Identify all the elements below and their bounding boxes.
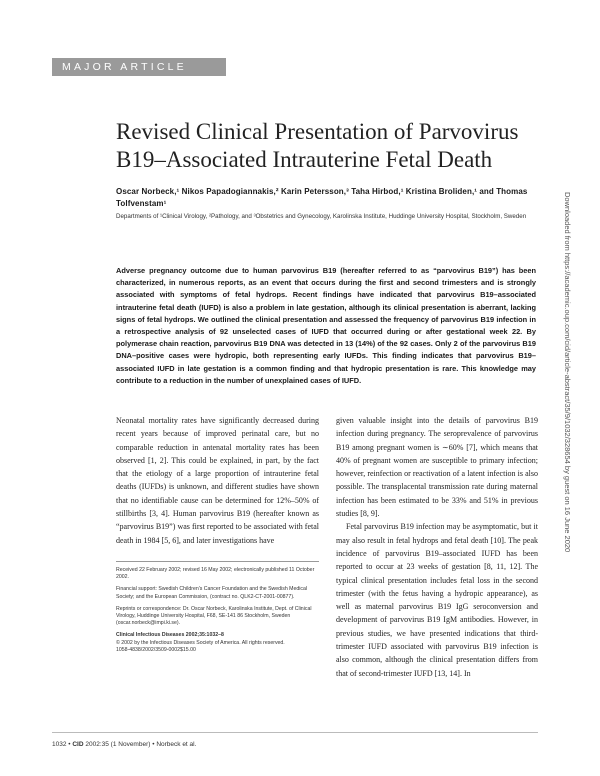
copyright-note: © 2002 by the Infectious Diseases Society of America. All rights reserved.: [116, 639, 285, 646]
intro-paragraph-1: Neonatal mortality rates have significantly decreased during recent years because of improved perinatal care, but no comparable reduction in antenatal mortality rates has been observed [1, 2]. This could be explained, in part, by the fact that the etiology of a large proportion of intrauterine fetal deaths (IUFDs) is unknown, and different studies have shown that no identifiable cause can be determined for 12%–50% of stillbirths [3, 4]. Human parvovirus B19 (hereafter known as “parvovirus B19”) was first reported to be associated with fetal death in 1984 [5, 6], and later investigations have: [116, 416, 319, 545]
journal-name: Clinical Infectious Diseases: [116, 632, 185, 639]
page-number: 1032: [52, 741, 67, 748]
body-column-right: [336, 414, 538, 680]
financial-support-note: Financial support: Swedish Children's Cancer Foundation and the Swedish Medical Society; and the European Commission, (contract no. QLK2-CT-2001-00877).: [116, 586, 308, 600]
issue-info: 2002:35 (1 November): [85, 741, 151, 748]
article-type-banner: MAJOR ARTICLE: [52, 58, 226, 76]
footnote-divider: [116, 561, 319, 562]
title-line-1: Revised Clinical Presentation of Parvovirus: [116, 119, 519, 144]
author-list: Oscar Norbeck,¹ Nikos Papadogiannakis,² Karin Petersson,³ Taha Hirbod,¹ Kristina Broliden,¹ and Thomas Tolfvenstam¹: [116, 187, 528, 208]
correspondence-note: Reprints or correspondence: Dr. Oscar Norbeck, Karolinska Institute, Dept. of Clinical Virology, Huddinge University Hospital, F68, SE-141 86 Stockholm, Sweden (oscar.norbeck@impi.ki.se).: [116, 605, 312, 627]
journal-abbrev: CID: [72, 741, 84, 748]
title-line-2: B19–Associated Intrauterine Fetal Death: [116, 147, 493, 172]
intro-paragraph-3: Fetal parvovirus B19 infection may be asymptomatic, but it may also result in fetal hydrops and fetal death [10]. The peak incidence of parvovirus B19–associated IUFD has been reported to occur at 23 weeks of gestation [8, 11, 12]. The typical clinical presentation includes fetal loss in the second trimester (with the fetus having a hydropic appearance), as well as maternal parvovirus B19 IgG seroconversion and development of parvovirus B19 IgM antibodies. However, in previous studies, we have presented indications that third-trimester IUFD associated with parvovirus B19 infection is also common, although the clinical presentation differs from that of second-trimester IUFD [13, 14]. In: [336, 522, 538, 678]
page-footer: 1032 • CID 2002:35 (1 November) • Norbeck et al.: [52, 741, 197, 748]
page-footer-divider: [52, 732, 538, 733]
journal-reference: 2002;35:1032–8: [185, 632, 224, 639]
received-note: Received 22 February 2002; revised 16 May 2002; electronically published 11 October 2002.: [116, 567, 315, 581]
journal-info: [116, 632, 319, 654]
article-title: [116, 118, 536, 174]
footnotes: [116, 567, 319, 654]
abstract: Adverse pregnancy outcome due to human parvovirus B19 (hereafter referred to as “parvovirus B19”) has been characterized, in numerous reports, as an event that occurs during the first and second trimesters and is strongly associated with symptoms of fetal hydrops. Recent findings have indicated that parvovirus B19–associated intrauterine fetal death (IUFD) is also a problem in late gestation, although its clinical presentation is aberrant, lacking signs of fetal hydrops. We outlined the clinical presentation and assessed the frequency of parvovirus B19 infection in a retrospective analysis of 92 unselected cases of IUFD that occurred during or after gestational week 22. By polymerase chain reaction, parvovirus B19 DNA was detected in 13 (14%) of the 92 cases. Only 2 of the parvovirus B19 DNA–positive cases were hydropic, both representing early IUFDs. This finding indicates that parvovirus B19–associated IUFD in late gestation is a common finding and that hydropic presentation is rare. This knowledge may contribute to a reduction in the number of unexplained cases of IUFD.: [116, 266, 536, 385]
running-author: Norbeck et al.: [156, 741, 197, 748]
intro-paragraph-2: given valuable insight into the details of parvovirus B19 infection during pregnancy. The seroprevalence of parvovirus B19 among pregnant women is ∼60% [7], which means that 40% of pregnant women are susceptible to primary infection; however, reinfection or reactivation of a latent infection is also possible. The transplacental transmission rate during maternal infection has been estimated to be 33% and 51% in previous studies [8, 9].: [336, 416, 538, 519]
affiliations: Departments of ¹Clinical Virology, ²Pathology, and ³Obstetrics and Gynecology, Karolinska Institute, Huddinge University Hospital, Stockholm, Sweden: [116, 213, 527, 220]
download-watermark: Downloaded from https://academic.oup.com/cid/article-abstract/35/9/1032/328654 by guest on 16 June 2020: [563, 192, 572, 553]
issn-note: 1058-4838/2002/3509-0002$15.00: [116, 646, 196, 653]
body-column-left: [116, 414, 319, 547]
